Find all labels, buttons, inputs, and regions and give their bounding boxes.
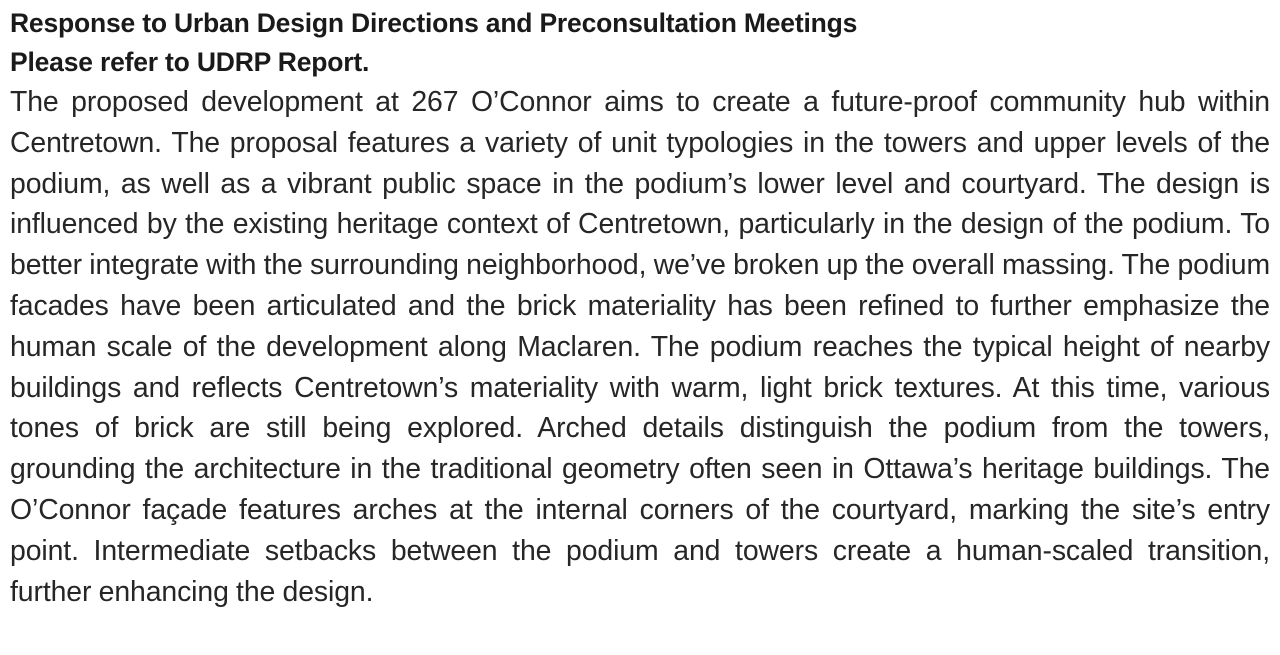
section-subheading: Please refer to UDRP Report. <box>10 47 370 77</box>
section-heading: Response to Urban Design Directions and Preconsultation Meetings <box>10 8 858 38</box>
body-paragraph: The proposed development at 267 O’Connor aims to create a future-proof community hub within Centretown. The proposal features a variety of unit typologies in the towers and upper levels of the podium, as well as a vibrant public space in the podium’s lower level and courtyard. The design is influenced by the existing heritage context of Centretown, particularly in the design of the podium. To better integrate with the surrounding neighborhood, we’ve broken up the overall massing. The podium facades have been articulated and the brick materiality has been refined to further emphasize the human scale of the development along Maclaren. The podium reaches the typical height of nearby buildings and reflects Centretown’s materiality with warm, light brick textures. At this time, various tones of brick are still being explored. Arched details distinguish the podium from the towers, grounding the architecture in the traditional geometry often seen in Ottawa’s heritage buildings. The O’Connor façade features arches at the internal corners of the courtyard, marking the site’s entry point. Intermediate setbacks between the podium and towers create a human-scaled transition, further enhancing the design. <box>10 86 1270 608</box>
